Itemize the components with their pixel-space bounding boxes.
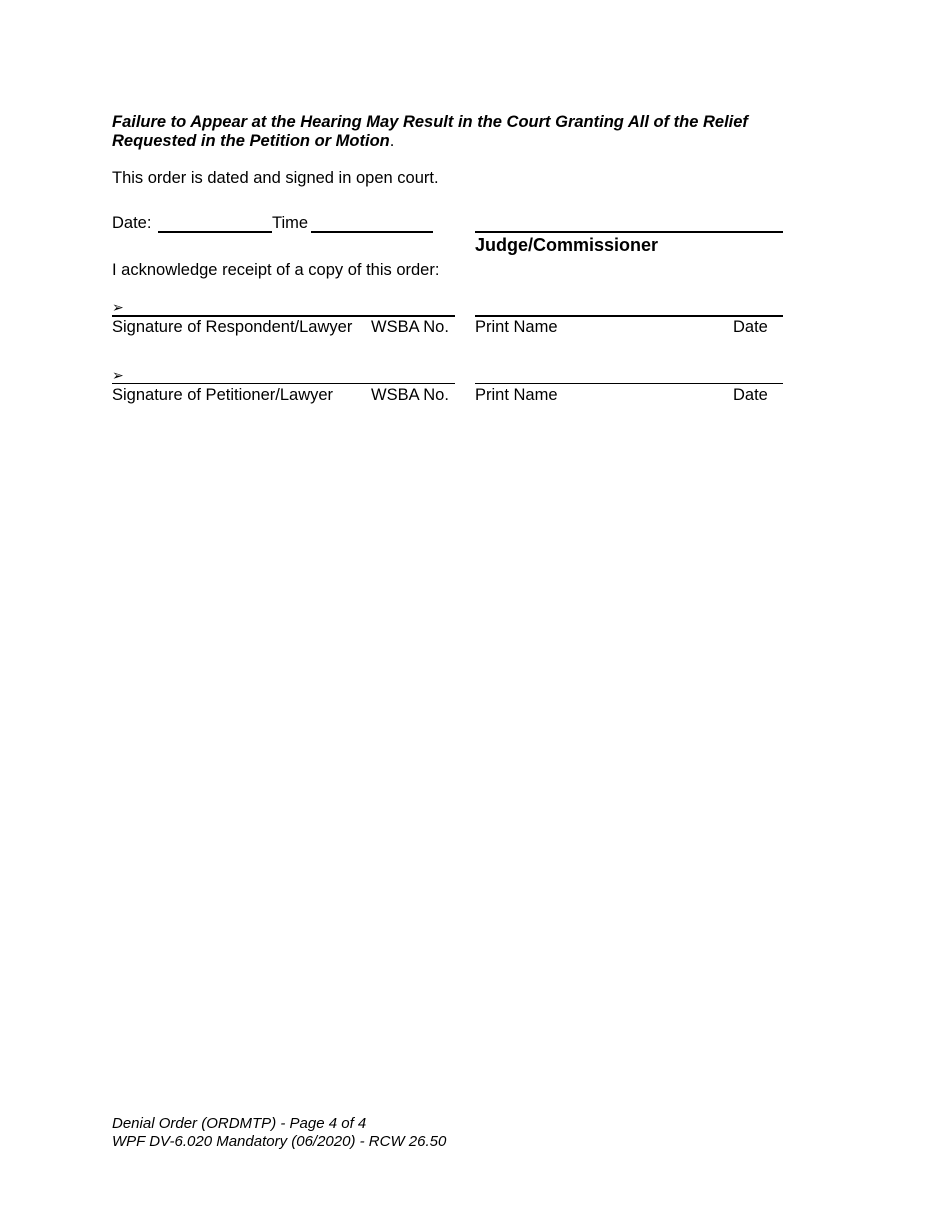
petitioner-print-name-label: Print Name [475, 386, 558, 404]
respondent-print-name-line [475, 315, 783, 317]
respondent-signature-label: Signature of Respondent/Lawyer [112, 318, 353, 336]
open-court-statement: This order is dated and signed in open court. [112, 169, 439, 187]
hearing-warning-period: . [389, 132, 395, 150]
judge-commissioner-label: Judge/Commissioner [475, 235, 659, 255]
respondent-date-label: Date [733, 318, 768, 336]
acknowledge-receipt-text: I acknowledge receipt of a copy of this order: [112, 261, 440, 279]
date-label: Date: [112, 214, 152, 232]
footer-form-title: Denial Order (ORDMTP) - Page 4 of 4 [112, 1115, 367, 1132]
petitioner-wsba-label: WSBA No. [371, 386, 449, 404]
time-label: Time [272, 214, 309, 232]
time-blank-line [311, 231, 433, 233]
hearing-warning [112, 113, 812, 151]
respondent-arrow-icon: ➢ [112, 299, 124, 315]
respondent-wsba-label: WSBA No. [371, 318, 449, 336]
date-blank-line [158, 231, 272, 233]
petitioner-signature-line [112, 383, 455, 384]
petitioner-print-name-line [475, 383, 783, 384]
petitioner-signature-label: Signature of Petitioner/Lawyer [112, 386, 334, 404]
hearing-warning-text: Failure to Appear at the Hearing May Result in the Court Granting All of the Relief Requested in the Petition or Motion [112, 113, 748, 150]
petitioner-date-label: Date [733, 386, 768, 404]
respondent-print-name-label: Print Name [475, 318, 558, 336]
respondent-signature-line [112, 315, 455, 317]
judge-signature-line [475, 231, 783, 233]
footer-form-code: WPF DV-6.020 Mandatory (06/2020) - RCW 26.50 [112, 1133, 447, 1150]
petitioner-arrow-icon: ➢ [112, 367, 124, 383]
